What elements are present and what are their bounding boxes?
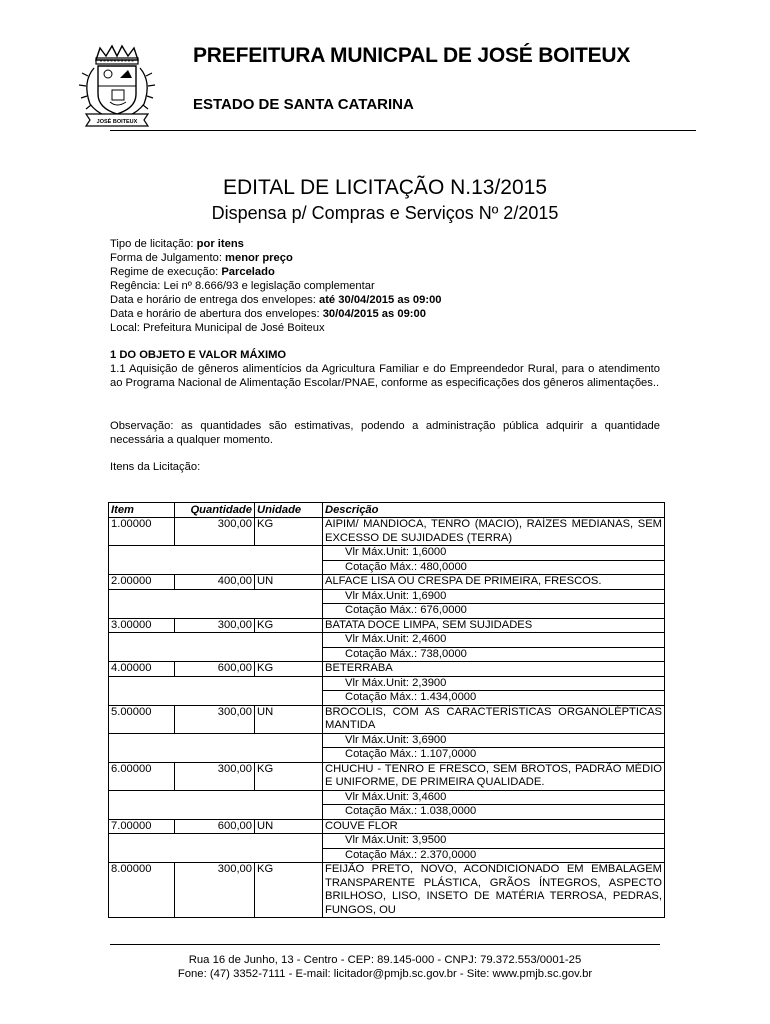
item-max-unit-value: Vlr Máx.Unit: 1,6900 xyxy=(323,589,665,604)
table-subrow-max-quote xyxy=(109,604,665,619)
items-table xyxy=(108,502,665,918)
item-max-quote: Cotação Máx.: 1.434,0000 xyxy=(323,691,665,706)
item-description: AIPIM/ MANDIOCA, TENRO (MACIO), RAÍZES MEDIANAS, SEM EXCESSO DE SUJIDADES (TERRA) xyxy=(323,518,665,546)
table-row xyxy=(109,518,665,546)
item-quantity: 300,00 xyxy=(175,618,255,633)
item-max-unit-value: Vlr Máx.Unit: 2,4600 xyxy=(323,633,665,648)
item-quantity: 400,00 xyxy=(175,575,255,590)
table-subrow-max-unit xyxy=(109,546,665,561)
section-paragraph: 1.1 Aquisição de gêneros alimentícios da Agricultura Familiar e do Empreendedor Rural, para o atendimento ao Programa Nacional de Alimentação Escolar/PNAE, conforme as especificações dos gêneros alimentações.. xyxy=(110,363,660,389)
col-header-quantidade: Quantidade xyxy=(175,503,255,518)
row-spacer xyxy=(109,647,323,662)
item-unit: KG xyxy=(255,863,323,918)
row-spacer xyxy=(109,848,323,863)
table-subrow-max-quote xyxy=(109,748,665,763)
footer-contact: Fone: (47) 3352-7111 - E-mail: licitador@pmjb.sc.gov.br - Site: www.pmjb.sc.gov.br xyxy=(177,968,593,980)
items-label: Itens da Licitação: xyxy=(110,461,201,473)
row-spacer xyxy=(109,589,323,604)
row-spacer xyxy=(109,560,323,575)
item-max-unit-value: Vlr Máx.Unit: 1,6000 xyxy=(323,546,665,561)
info-abertura: Data e horário de abertura dos envelopes: 30/04/2015 as 09:00 xyxy=(110,308,426,320)
footer-divider xyxy=(110,944,660,945)
table-row xyxy=(109,662,665,677)
municipality-title: PREFEITURA MUNICPAL DE JOSÉ BOITEUX xyxy=(193,44,631,67)
table-row xyxy=(109,575,665,590)
item-number: 7.00000 xyxy=(109,819,175,834)
document-subtitle: Dispensa p/ Compras e Serviços Nº 2/2015 xyxy=(211,203,559,223)
item-max-unit-value: Vlr Máx.Unit: 3,9500 xyxy=(323,834,665,849)
item-max-quote: Cotação Máx.: 738,0000 xyxy=(323,647,665,662)
table-subrow-max-unit xyxy=(109,676,665,691)
info-tipo: Tipo de licitação: por itens xyxy=(110,238,244,250)
row-spacer xyxy=(109,604,323,619)
row-spacer xyxy=(109,834,323,849)
item-max-quote: Cotação Máx.: 480,0000 xyxy=(323,560,665,575)
row-spacer xyxy=(109,676,323,691)
row-spacer xyxy=(109,748,323,763)
item-description: CHUCHU - TENRO E FRESCO, SEM BROTOS, PADRÃO MÉDIO E UNIFORME, DE PRIMEIRA QUALIDADE. xyxy=(323,762,665,790)
item-quantity: 600,00 xyxy=(175,819,255,834)
svg-text:JOSÉ BOITEUX: JOSÉ BOITEUX xyxy=(96,119,138,125)
table-subrow-max-unit xyxy=(109,733,665,748)
item-description: BETERRABA xyxy=(323,662,665,677)
table-row xyxy=(109,762,665,790)
row-spacer xyxy=(109,733,323,748)
item-number: 1.00000 xyxy=(109,518,175,546)
item-description: ALFACE LISA OU CRESPA DE PRIMEIRA, FRESCOS. xyxy=(323,575,665,590)
row-spacer xyxy=(109,691,323,706)
item-number: 3.00000 xyxy=(109,618,175,633)
item-max-quote: Cotação Máx.: 1.107,0000 xyxy=(323,748,665,763)
item-number: 8.00000 xyxy=(109,863,175,918)
item-unit: UN xyxy=(255,575,323,590)
item-number: 6.00000 xyxy=(109,762,175,790)
item-max-unit-value: Vlr Máx.Unit: 3,4600 xyxy=(323,790,665,805)
item-max-quote: Cotação Máx.: 1.038,0000 xyxy=(323,805,665,820)
col-header-unidade: Unidade xyxy=(255,503,323,518)
table-subrow-max-quote xyxy=(109,848,665,863)
item-description: COUVE FLOR xyxy=(323,819,665,834)
item-unit: UN xyxy=(255,819,323,834)
info-entrega: Data e horário de entrega dos envelopes: até 30/04/2015 as 09:00 xyxy=(110,294,442,306)
item-unit: KG xyxy=(255,662,323,677)
row-spacer xyxy=(109,633,323,648)
item-unit: KG xyxy=(255,518,323,546)
item-number: 5.00000 xyxy=(109,705,175,733)
item-max-unit-value: Vlr Máx.Unit: 3,6900 xyxy=(323,733,665,748)
table-header-row xyxy=(109,503,665,518)
table-row xyxy=(109,705,665,733)
table-subrow-max-unit xyxy=(109,790,665,805)
item-quantity: 300,00 xyxy=(175,518,255,546)
table-row xyxy=(109,618,665,633)
item-max-quote: Cotação Máx.: 676,0000 xyxy=(323,604,665,619)
item-description: BROCOLIS, COM AS CARACTERÍSTICAS ORGANOLÉPTICAS MANTIDA xyxy=(323,705,665,733)
info-regime: Regime de execução: Parcelado xyxy=(110,266,275,278)
item-description: BATATA DOCE LIMPA, SEM SUJIDADES xyxy=(323,618,665,633)
info-local: Local: Prefeitura Municipal de José Boiteux xyxy=(110,322,325,334)
state-subtitle: ESTADO DE SANTA CATARINA xyxy=(193,96,414,113)
table-subrow-max-quote xyxy=(109,691,665,706)
info-forma: Forma de Julgamento: menor preço xyxy=(110,252,293,264)
footer-address: Rua 16 de Junho, 13 - Centro - CEP: 89.145-000 - CNPJ: 79.372.553/0001-25 xyxy=(188,954,582,966)
table-row xyxy=(109,819,665,834)
item-unit: UN xyxy=(255,705,323,733)
item-number: 4.00000 xyxy=(109,662,175,677)
table-subrow-max-unit xyxy=(109,589,665,604)
table-subrow-max-unit xyxy=(109,834,665,849)
table-subrow-max-quote xyxy=(109,560,665,575)
item-unit: KG xyxy=(255,762,323,790)
item-max-quote: Cotação Máx.: 2.370,0000 xyxy=(323,848,665,863)
table-row xyxy=(109,863,665,918)
item-quantity: 300,00 xyxy=(175,863,255,918)
bid-info-block xyxy=(110,237,670,335)
page-header xyxy=(0,0,770,140)
table-subrow-max-unit xyxy=(109,633,665,648)
table-subrow-max-quote xyxy=(109,647,665,662)
item-unit: KG xyxy=(255,618,323,633)
municipal-coat-of-arms-logo xyxy=(72,42,162,132)
row-spacer xyxy=(109,546,323,561)
col-header-item: Item xyxy=(109,503,175,518)
info-regencia: Regência: Lei nº 8.666/93 e legislação complementar xyxy=(110,280,375,292)
table-subrow-max-quote xyxy=(109,805,665,820)
item-description: FEIJÃO PRETO, NOVO, ACONDICIONADO EM EMBALAGEM TRANSPARENTE PLÁSTICA, GRÃOS ÍNTEGROS, ASPECTO BRILHOSO, LISO, INSETO DE MATÉRIA TERROSA, PEDRAS, FUNGOS, OU xyxy=(323,863,665,918)
row-spacer xyxy=(109,805,323,820)
item-max-unit-value: Vlr Máx.Unit: 2,3900 xyxy=(323,676,665,691)
item-number: 2.00000 xyxy=(109,575,175,590)
row-spacer xyxy=(109,790,323,805)
header-divider xyxy=(110,130,696,131)
document-title: EDITAL DE LICITAÇÃO N.13/2015 xyxy=(222,176,548,199)
item-quantity: 300,00 xyxy=(175,705,255,733)
section-heading: 1 DO OBJETO E VALOR MÁXIMO xyxy=(110,349,287,361)
item-quantity: 300,00 xyxy=(175,762,255,790)
observation-paragraph: Observação: as quantidades são estimativas, podendo a administração pública adquirir a quantidade necessária a qualquer momento. xyxy=(110,420,660,446)
item-quantity: 600,00 xyxy=(175,662,255,677)
col-header-descricao: Descrição xyxy=(323,503,665,518)
